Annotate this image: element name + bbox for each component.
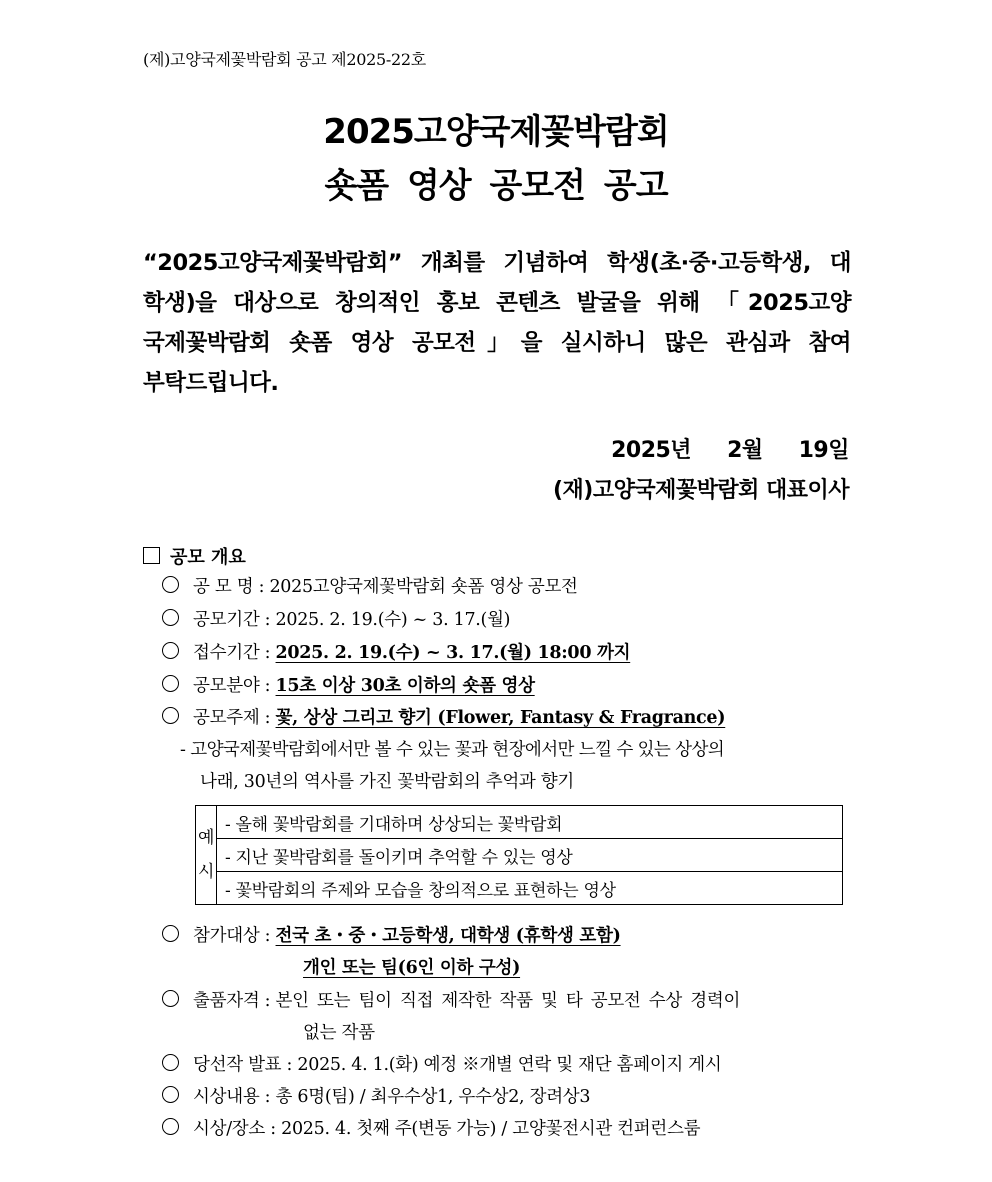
circle-bullet-icon: [162, 1086, 179, 1103]
circle-bullet-icon: [162, 990, 179, 1007]
item-ceremony-venue: [162, 1115, 700, 1140]
item-eligible-participants: 참가대상 : 전국 초・중・고등학생, 대학생 (휴학생 포함): [162, 922, 621, 947]
square-bullet-icon: [143, 547, 160, 564]
intro-paragraph: [143, 243, 851, 403]
item-value: 꽃, 상상 그리고 향기 (Flower, Fantasy & Fragrance): [275, 708, 726, 728]
target-value-line2: [303, 954, 520, 979]
item-value: 2025. 2. 19.(수) ~ 3. 17.(월): [275, 610, 511, 630]
item-contest-period: 공모기간 : 2025. 2. 19.(수) ~ 3. 17.(월): [162, 606, 510, 631]
section-heading: [143, 543, 246, 569]
item-label: 공모분야: [193, 676, 260, 696]
examples-table: [195, 805, 843, 905]
circle-bullet-icon: [162, 707, 179, 724]
item-value: 전국 초・중・고등학생, 대학생 (휴학생 포함): [275, 926, 621, 946]
page-title-line1: 2025고양국제꽃박람회: [323, 112, 669, 152]
theme-description-line2: 나래, 30년의 역사를 가진 꽃박람회의 추억과 향기: [200, 772, 575, 792]
section-title: 공모 개요: [170, 547, 246, 568]
item-text: 시상내용 : 총 6명(팀) / 최우수상1, 우수상2, 장려상3: [193, 1087, 591, 1107]
example-row: - 꽃박람회의 주제와 모습을 창의적으로 표현하는 영상: [217, 872, 843, 905]
signer: (재)고양국제꽃박람회 대표이사: [552, 478, 849, 503]
item-text: 시상/장소 : 2025. 4. 첫째 주(변동 가능) / 고양꽃전시관 컨퍼런스룸: [193, 1119, 701, 1139]
item-value: 2025. 2. 19.(수) ~ 3. 17.(월) 18:00 까지: [275, 643, 631, 663]
item-label: 공모주제: [193, 708, 260, 728]
item-value: 개인 또는 팀(6인 이하 구성): [303, 958, 521, 978]
item-label: 공모기간: [193, 610, 260, 630]
circle-bullet-icon: [162, 576, 179, 593]
item-value: 본인 또는 팀이 직접 제작한 작품 및 타 공모전 수상 경력이: [275, 991, 741, 1011]
example-row: - 올해 꽃박람회를 기대하며 상상되는 꽃박람회: [217, 806, 843, 839]
examples-header: [196, 806, 217, 905]
intro-line: 학생)을 대상으로 창의적인 홍보 콘텐츠 발굴을 위해 「2025고양: [143, 290, 851, 316]
date-day: 19일: [798, 438, 849, 463]
circle-bullet-icon: [162, 609, 179, 626]
circle-bullet-icon: [162, 1054, 179, 1071]
item-contest-field: 공모분야 : 15초 이상 30초 이하의 숏폼 영상: [162, 672, 535, 697]
item-label: 출품자격: [193, 991, 260, 1011]
item-value: 15초 이상 30초 이하의 숏폼 영상: [275, 676, 535, 696]
theme-description-line1: - 고양국제꽃박람회에서만 볼 수 있는 꽃과 현장에서만 느낄 수 있는 상상의: [180, 740, 725, 760]
circle-bullet-icon: [162, 925, 179, 942]
eligibility-value-line2: 없는 작품: [303, 1023, 375, 1043]
item-label: 참가대상: [193, 926, 260, 946]
example-row: - 지난 꽃박람회를 돌이키며 추억할 수 있는 영상: [217, 839, 843, 872]
item-winner-announcement: [162, 1051, 722, 1076]
intro-line: 부탁드립니다.: [143, 370, 279, 396]
intro-line: 국제꽃박람회 숏폼 영상 공모전」을 실시하니 많은 관심과 참여: [143, 330, 851, 356]
announcement-date: [611, 433, 849, 464]
examples-header-text: 예 시: [197, 828, 215, 882]
item-text: 당선작 발표 : 2025. 4. 1.(화) 예정 ※개별 연락 및 재단 홈페이지 게시: [193, 1055, 722, 1075]
item-contest-name: 공 모 명 : 2025고양국제꽃박람회 숏폼 영상 공모전: [162, 573, 578, 598]
circle-bullet-icon: [162, 1118, 179, 1135]
notice-number: (제)고양국제꽃박람회 공고 제2025-22호: [143, 50, 426, 69]
intro-line: “2025고양국제꽃박람회” 개최를 기념하여 학생(초·중·고등학생, 대: [143, 250, 851, 276]
item-submission-period: 접수기간 : 2025. 2. 19.(수) ~ 3. 17.(월) 18:00 까지: [162, 639, 630, 664]
item-submission-eligibility: 출품자격 : 본인 또는 팀이 직접 제작한 작품 및 타 공모전 수상 경력이: [162, 987, 740, 1012]
item-value: 2025고양국제꽃박람회 숏폼 영상 공모전: [269, 577, 578, 597]
circle-bullet-icon: [162, 642, 179, 659]
item-contest-theme: 공모주제 : 꽃, 상상 그리고 향기 (Flower, Fantasy & Fragrance): [162, 704, 725, 729]
date-year: 2025년: [611, 438, 692, 463]
item-label: 접수기간: [193, 643, 260, 663]
item-label: 공 모 명: [193, 577, 254, 597]
item-awards: [162, 1083, 590, 1108]
page-title-line2: 숏폼 영상 공모전 공고: [324, 166, 668, 206]
circle-bullet-icon: [162, 675, 179, 692]
date-month: 2월: [727, 438, 763, 463]
